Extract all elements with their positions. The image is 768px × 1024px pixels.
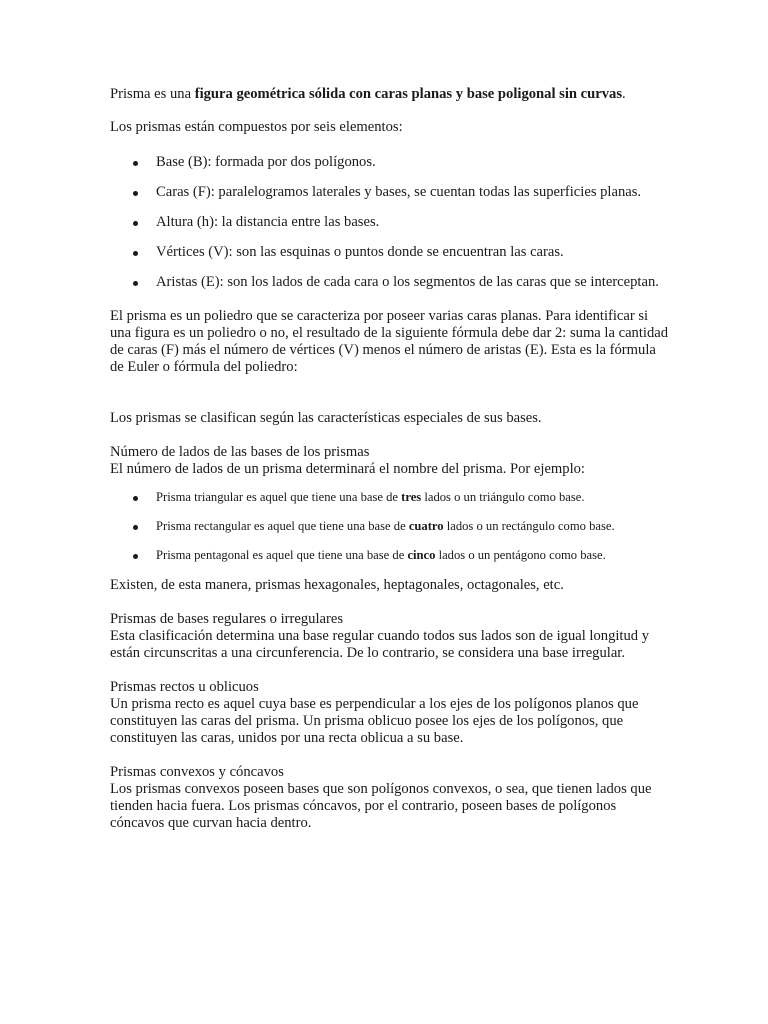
intro-paragraph bbox=[110, 86, 670, 103]
section-title-sides: Número de lados de las bases de los prismas bbox=[110, 444, 370, 460]
elements-intro: Los prismas están compuestos por seis elementos: bbox=[110, 119, 403, 135]
examples-list bbox=[110, 490, 670, 563]
example-prefix: Prisma pentagonal es aquel que tiene una base de bbox=[156, 548, 408, 562]
example-suffix: lados o un triángulo como base. bbox=[421, 490, 585, 504]
list-item: Vértices (V): son las esquinas o puntos donde se encuentran las caras. bbox=[110, 244, 670, 261]
list-item bbox=[110, 490, 670, 505]
list-item bbox=[110, 548, 670, 563]
section-text-oblique: Un prisma recto es aquel cuya base es perpendicular a los ejes de los polígonos planos que constituyen las caras del prisma. Un prisma oblicuo posee los ejes de los polígonos, que constituyen las caras, unidos por una recta oblicua a su base. bbox=[110, 696, 639, 746]
list-item: Base (B): formada por dos polígonos. bbox=[110, 154, 670, 171]
list-item: Aristas (E): son los lados de cada cara o los segmentos de las caras que se interceptan. bbox=[110, 274, 670, 291]
example-prefix: Prisma triangular es aquel que tiene una base de bbox=[156, 490, 402, 504]
intro-suffix: . bbox=[622, 86, 626, 102]
example-suffix: lados o un rectángulo como base. bbox=[443, 519, 615, 533]
classification-intro: Los prismas se clasifican según las características especiales de sus bases. bbox=[110, 410, 542, 426]
list-item bbox=[110, 519, 670, 534]
section-text-sides: El número de lados de un prisma determinará el nombre del prisma. Por ejemplo: bbox=[110, 461, 585, 477]
list-item: Caras (F): paralelogramos laterales y bases, se cuentan todas las superficies planas. bbox=[110, 184, 670, 201]
intro-bold: figura geométrica sólida con caras planas y base poligonal sin curvas bbox=[194, 86, 622, 102]
sides-closing: Existen, de esta manera, prismas hexagonales, heptagonales, octagonales, etc. bbox=[110, 577, 564, 593]
example-suffix: lados o un pentágono como base. bbox=[435, 548, 606, 562]
section-text-regular: Esta clasificación determina una base regular cuando todos sus lados son de igual longitud y están circunscritas a una circunferencia. De lo contrario, se considera una base irregular. bbox=[110, 628, 650, 661]
example-bold: cinco bbox=[407, 548, 436, 562]
example-bold: tres bbox=[401, 490, 422, 504]
section-title-oblique: Prismas rectos u oblicuos bbox=[110, 679, 259, 695]
elements-list bbox=[110, 154, 670, 291]
document-page bbox=[110, 86, 670, 832]
section-title-convex: Prismas convexos y cóncavos bbox=[110, 764, 284, 780]
section-text-convex: Los prismas convexos poseen bases que son polígonos convexos, o sea, que tienen lados que tienden hacia fuera. Los prismas cóncavos, por el contrario, poseen bases de polígonos cóncavos que curvan hacia dentro. bbox=[110, 781, 652, 831]
section-title-regular: Prismas de bases regulares o irregulares bbox=[110, 611, 344, 627]
example-bold: cuatro bbox=[408, 519, 444, 533]
example-prefix: Prisma rectangular es aquel que tiene una base de bbox=[156, 519, 409, 533]
intro-prefix: Prisma es una bbox=[110, 86, 195, 102]
list-item: Altura (h): la distancia entre las bases. bbox=[110, 214, 670, 231]
euler-paragraph: El prisma es un poliedro que se caracteriza por poseer varias caras planas. Para identificar si una figura es un poliedro o no, el resultado de la siguiente fórmula debe dar 2: suma la cantidad de caras (F) más el número de vértices (V) menos el número de aristas (E). Esta es la fórmula de Euler o fórmula del poliedro: bbox=[110, 308, 669, 375]
